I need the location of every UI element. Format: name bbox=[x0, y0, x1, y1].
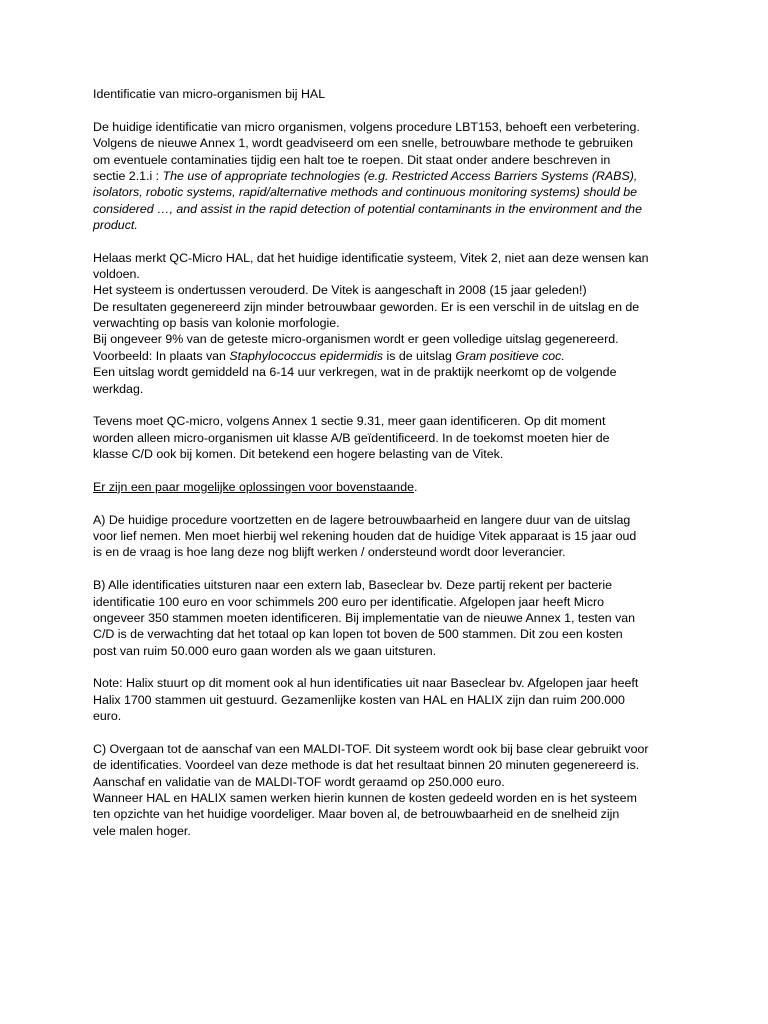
problem-line: Een uitslag wordt gemiddeld na 6-14 uur verkregen, wat in de praktijk neerkomt op de volgende bbox=[93, 365, 617, 380]
problem-paragraph bbox=[93, 250, 683, 397]
solutions-heading-line bbox=[93, 479, 683, 495]
intro-paragraph bbox=[93, 119, 683, 233]
note-line: Note: Halix stuurt op dit moment ook al hun identificaties uit naar Baseclear bv. Afgelopen jaar heeft bbox=[93, 676, 639, 691]
intro-line: om eventuele contaminaties tijdig een halt toe te roepen. Dit staat onder andere beschreven in bbox=[93, 152, 611, 167]
option-b-paragraph bbox=[93, 577, 683, 659]
quote-text: isolators, robotic systems, rapid/alternative methods and continuous monitoring systems) should be bbox=[93, 185, 638, 200]
also-line: klasse C/D ook bij komen. Dit betekend een hogere belasting van de Vitek. bbox=[93, 447, 504, 462]
intro-line bbox=[93, 184, 683, 200]
intro-line bbox=[93, 217, 683, 233]
document-title: Identificatie van micro-organismen bij HAL bbox=[93, 87, 326, 101]
problem-line bbox=[93, 348, 683, 364]
quote-text: The use of appropriate technologies (e.g. Restricted Access Barriers Systems (RABS), bbox=[162, 168, 638, 183]
intro-line bbox=[93, 201, 683, 217]
option-c-line: de identificaties. Voordeel van deze methode is dat het resultaat binnen 20 minuten gegenereerd is. bbox=[93, 758, 640, 773]
option-a-line: A) De huidige procedure voortzetten en de lagere betrouwbaarheid en langere duur van de uitslag bbox=[93, 512, 631, 527]
option-a-paragraph bbox=[93, 512, 683, 561]
intro-line: De huidige identificatie van micro organismen, volgens procedure LBT153, behoeft een verbetering. bbox=[93, 119, 640, 134]
option-b-line: post van ruim 50.000 euro gaan worden als we gaan uitsturen. bbox=[93, 643, 437, 658]
problem-line: De resultaten gegenereerd zijn minder betrouwbaar geworden. Er is een verschil in de uitslag en de bbox=[93, 299, 640, 314]
document-body bbox=[93, 86, 683, 839]
option-b-line: C/D is de verwachting dat het totaal op kan lopen tot boven de 500 stammen. Dit zou een kosten bbox=[93, 627, 623, 642]
problem-line: Bij ongeveer 9% van de geteste micro-organismen wordt er geen volledige uitslag gegenereerd. bbox=[93, 332, 619, 347]
problem-line: verwachting op basis van kolonie morfologie. bbox=[93, 316, 340, 331]
option-b-line: identificatie 100 euro en voor schimmels 200 euro per identificatie. Afgelopen jaar heeft Micro bbox=[93, 594, 605, 609]
example-mid: is de uitslag bbox=[383, 348, 456, 363]
result-name: Gram positieve coc. bbox=[455, 348, 565, 363]
intro-line bbox=[93, 168, 683, 184]
option-c-line: Wanneer HAL en HALIX samen werken hierin kunnen de kosten gedeeld worden en is het systeem bbox=[93, 791, 637, 806]
heading-period: . bbox=[413, 479, 418, 494]
problem-line: voldoen. bbox=[93, 267, 140, 282]
option-c-paragraph bbox=[93, 741, 683, 839]
quote-text: considered …, and assist in the rapid detection of potential contaminants in the environment and the bbox=[93, 201, 642, 216]
quote-text: product. bbox=[93, 217, 138, 232]
solutions-heading-paragraph bbox=[93, 479, 683, 495]
problem-line: werkdag. bbox=[93, 381, 144, 396]
solutions-heading: Er zijn een paar mogelijke oplossingen voor bovenstaande bbox=[93, 479, 414, 494]
note-line: euro. bbox=[93, 709, 122, 724]
option-a-line: is en de vraag is hoe lang deze nog blijft werken / ondersteund wordt door leverancier. bbox=[93, 545, 566, 560]
option-c-line: ten opzichte van het huidige voordeliger. Maar boven al, de betrouwbaarheid en de snelheid zijn bbox=[93, 807, 620, 822]
note-paragraph bbox=[93, 675, 683, 724]
also-paragraph bbox=[93, 413, 683, 462]
also-line: Tevens moet QC-micro, volgens Annex 1 sectie 9.31, meer gaan identificeren. Op dit moment bbox=[93, 414, 606, 429]
problem-line: Het systeem is ondertussen verouderd. De Vitek is aangeschaft in 2008 (15 jaar geleden!) bbox=[93, 283, 587, 298]
also-line: worden alleen micro-organismen uit klasse A/B geïdentificeerd. In de toekomst moeten hier de bbox=[93, 430, 610, 445]
species-name: Staphylococcus epidermidis bbox=[229, 348, 383, 363]
option-b-line: ongeveer 350 stammen moeten identificeren. Bij implementatie van de nieuwe Annex 1, testen van bbox=[93, 610, 636, 625]
section-reference: sectie 2.1.i : bbox=[93, 168, 163, 183]
intro-line: Volgens de nieuwe Annex 1, wordt geadviseerd om een snelle, betrouwbare methode te gebruiken bbox=[93, 136, 634, 151]
note-line: Halix 1700 stammen uit gestuurd. Gezamenlijke kosten van HAL en HALIX zijn dan ruim 200.000 bbox=[93, 692, 625, 707]
option-a-line: voor lief nemen. Men moet hierbij wel rekening houden dat de huidige Vitek apparaat is 15 jaar oud bbox=[93, 529, 637, 544]
example-label: Voorbeeld: In plaats van bbox=[93, 348, 230, 363]
problem-line: Helaas merkt QC-Micro HAL, dat het huidige identificatie systeem, Vitek 2, niet aan deze wensen kan bbox=[93, 250, 649, 265]
option-c-line: C) Overgaan tot de aanschaf van een MALDI-TOF. Dit systeem wordt ook bij base clear gebruikt voor bbox=[93, 742, 649, 756]
option-c-line: Aanschaf en validatie van de MALDI-TOF wordt geraamd op 250.000 euro. bbox=[93, 774, 505, 789]
option-c-line: vele malen hoger. bbox=[93, 823, 191, 838]
option-b-line: B) Alle identificaties uitsturen naar een extern lab, Baseclear bv. Deze partij rekent per bacterie bbox=[93, 578, 613, 593]
